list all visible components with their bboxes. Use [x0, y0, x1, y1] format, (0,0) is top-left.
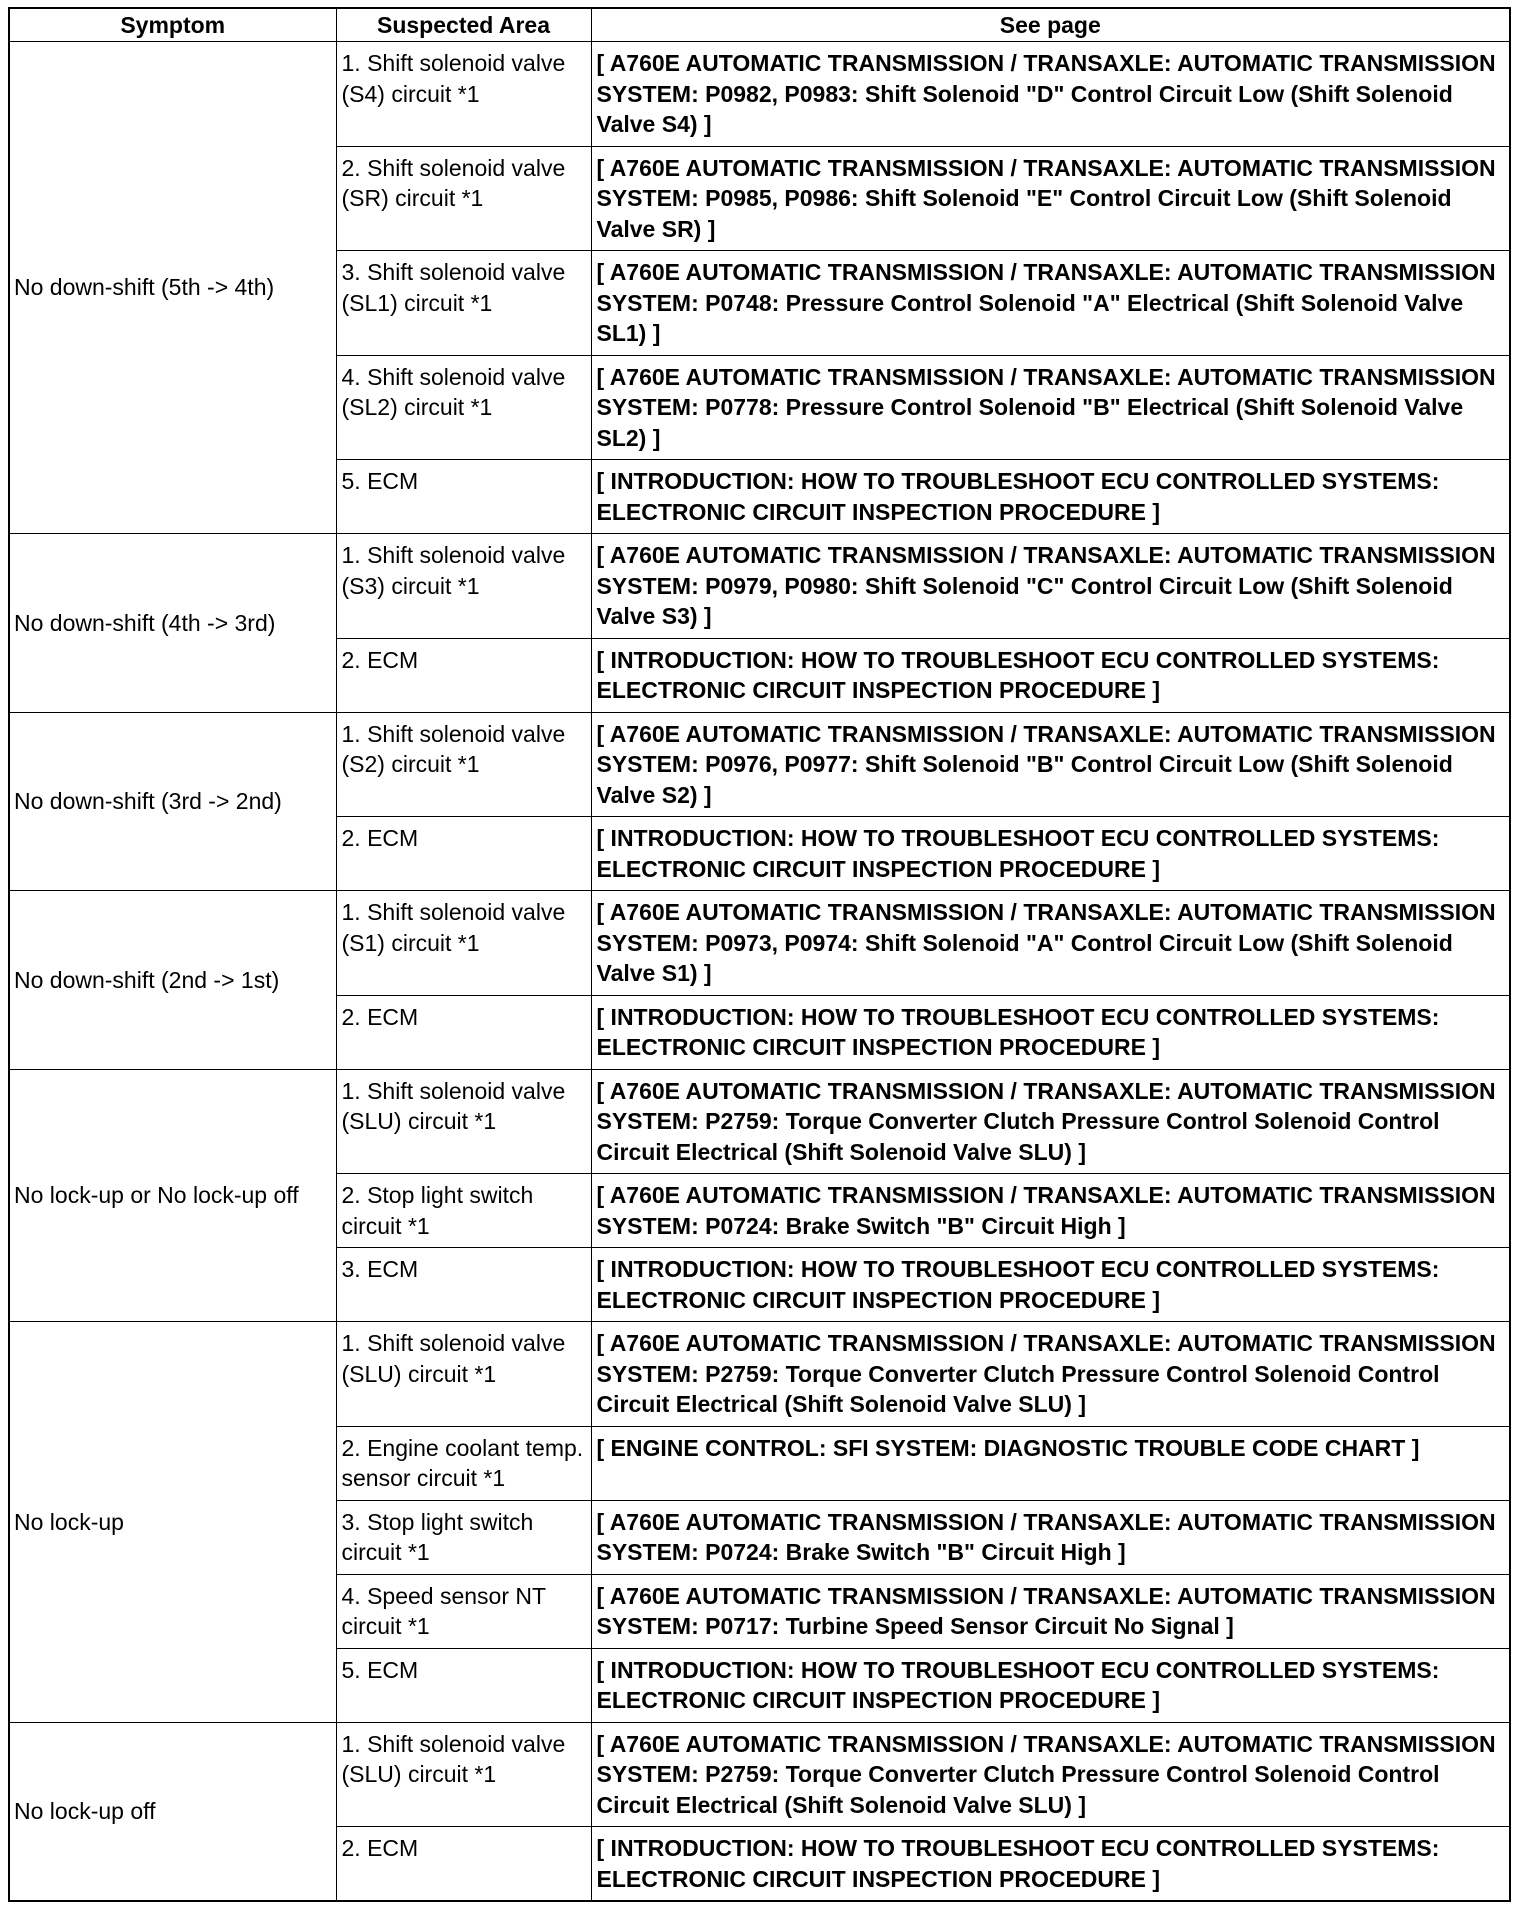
symptom-cell: No down-shift (5th -> 4th) — [9, 42, 336, 534]
header-suspected-area: Suspected Area — [336, 8, 591, 42]
suspected-area-cell: 4. Speed sensor NT circuit *1 — [336, 1574, 591, 1648]
table-row — [9, 1322, 1510, 1427]
symptom-cell: No down-shift (2nd -> 1st) — [9, 891, 336, 1070]
suspected-area-cell: 3. Stop light switch circuit *1 — [336, 1500, 591, 1574]
symptom-cell: No lock-up off — [9, 1722, 336, 1901]
suspected-area-cell: 1. Shift solenoid valve (SLU) circuit *1 — [336, 1069, 591, 1174]
suspected-area-cell: 2. ECM — [336, 817, 591, 891]
suspected-area-cell: 1. Shift solenoid valve (SLU) circuit *1 — [336, 1322, 591, 1427]
suspected-area-cell: 2. ECM — [336, 995, 591, 1069]
see-page-link[interactable]: [ INTRODUCTION: HOW TO TROUBLESHOOT ECU CONTROLLED SYSTEMS: ELECTRONIC CIRCUIT INSPECTION PROCEDURE ] — [591, 817, 1510, 891]
suspected-area-cell: 2. Stop light switch circuit *1 — [336, 1174, 591, 1248]
see-page-link[interactable]: [ A760E AUTOMATIC TRANSMISSION / TRANSAXLE: AUTOMATIC TRANSMISSION SYSTEM: P0717: Turbine Speed Sensor Circuit No Signal ] — [591, 1574, 1510, 1648]
symptom-cell: No down-shift (3rd -> 2nd) — [9, 712, 336, 891]
see-page-link[interactable]: [ INTRODUCTION: HOW TO TROUBLESHOOT ECU CONTROLLED SYSTEMS: ELECTRONIC CIRCUIT INSPECTION PROCEDURE ] — [591, 1648, 1510, 1722]
table-row — [9, 1722, 1510, 1827]
suspected-area-cell: 2. ECM — [336, 638, 591, 712]
table-row — [9, 42, 1510, 147]
see-page-link[interactable]: [ A760E AUTOMATIC TRANSMISSION / TRANSAXLE: AUTOMATIC TRANSMISSION SYSTEM: P2759: Torque Converter Clutch Pressure Control Solenoid Control Circuit Electrical (Shift Solenoid Valve SLU) ] — [591, 1069, 1510, 1174]
see-page-link[interactable]: [ INTRODUCTION: HOW TO TROUBLESHOOT ECU CONTROLLED SYSTEMS: ELECTRONIC CIRCUIT INSPECTION PROCEDURE ] — [591, 638, 1510, 712]
suspected-area-cell: 2. Engine coolant temp. sensor circuit *1 — [336, 1426, 591, 1500]
header-see-page: See page — [591, 8, 1510, 42]
suspected-area-cell: 1. Shift solenoid valve (SLU) circuit *1 — [336, 1722, 591, 1827]
symptom-cell: No lock-up — [9, 1322, 336, 1723]
suspected-area-cell: 1. Shift solenoid valve (S3) circuit *1 — [336, 534, 591, 639]
see-page-link[interactable]: [ A760E AUTOMATIC TRANSMISSION / TRANSAXLE: AUTOMATIC TRANSMISSION SYSTEM: P0724: Brake Switch "B" Circuit High ] — [591, 1174, 1510, 1248]
see-page-link[interactable]: [ A760E AUTOMATIC TRANSMISSION / TRANSAXLE: AUTOMATIC TRANSMISSION SYSTEM: P0979, P0980: Shift Solenoid "C" Control Circuit Low (Shift Solenoid Valve S3) ] — [591, 534, 1510, 639]
see-page-link[interactable]: [ INTRODUCTION: HOW TO TROUBLESHOOT ECU CONTROLLED SYSTEMS: ELECTRONIC CIRCUIT INSPECTION PROCEDURE ] — [591, 1248, 1510, 1322]
see-page-link[interactable]: [ A760E AUTOMATIC TRANSMISSION / TRANSAXLE: AUTOMATIC TRANSMISSION SYSTEM: P2759: Torque Converter Clutch Pressure Control Solenoid Control Circuit Electrical (Shift Solenoid Valve SLU) ] — [591, 1322, 1510, 1427]
see-page-link[interactable]: [ INTRODUCTION: HOW TO TROUBLESHOOT ECU CONTROLLED SYSTEMS: ELECTRONIC CIRCUIT INSPECTION PROCEDURE ] — [591, 1827, 1510, 1902]
table-row — [9, 712, 1510, 817]
see-page-link[interactable]: [ A760E AUTOMATIC TRANSMISSION / TRANSAXLE: AUTOMATIC TRANSMISSION SYSTEM: P0973, P0974: Shift Solenoid "A" Control Circuit Low (Shift Solenoid Valve S1) ] — [591, 891, 1510, 996]
table-row — [9, 891, 1510, 996]
suspected-area-cell: 3. Shift solenoid valve (SL1) circuit *1 — [336, 251, 591, 356]
header-symptom: Symptom — [9, 8, 336, 42]
suspected-area-cell: 2. ECM — [336, 1827, 591, 1902]
symptom-cell: No lock-up or No lock-up off — [9, 1069, 336, 1322]
see-page-link[interactable]: [ INTRODUCTION: HOW TO TROUBLESHOOT ECU CONTROLLED SYSTEMS: ELECTRONIC CIRCUIT INSPECTION PROCEDURE ] — [591, 460, 1510, 534]
see-page-link[interactable]: [ A760E AUTOMATIC TRANSMISSION / TRANSAXLE: AUTOMATIC TRANSMISSION SYSTEM: P0748: Pressure Control Solenoid "A" Electrical (Shift Solenoid Valve SL1) ] — [591, 251, 1510, 356]
suspected-area-cell: 5. ECM — [336, 1648, 591, 1722]
see-page-link[interactable]: [ A760E AUTOMATIC TRANSMISSION / TRANSAXLE: AUTOMATIC TRANSMISSION SYSTEM: P0982, P0983: Shift Solenoid "D" Control Circuit Low (Shift Solenoid Valve S4) ] — [591, 42, 1510, 147]
see-page-link[interactable]: [ A760E AUTOMATIC TRANSMISSION / TRANSAXLE: AUTOMATIC TRANSMISSION SYSTEM: P2759: Torque Converter Clutch Pressure Control Solenoid Control Circuit Electrical (Shift Solenoid Valve SLU) ] — [591, 1722, 1510, 1827]
header-row — [9, 8, 1510, 42]
suspected-area-cell: 3. ECM — [336, 1248, 591, 1322]
see-page-link[interactable]: [ A760E AUTOMATIC TRANSMISSION / TRANSAXLE: AUTOMATIC TRANSMISSION SYSTEM: P0985, P0986: Shift Solenoid "E" Control Circuit Low (Shift Solenoid Valve SR) ] — [591, 146, 1510, 251]
suspected-area-cell: 4. Shift solenoid valve (SL2) circuit *1 — [336, 355, 591, 460]
table-row — [9, 1069, 1510, 1174]
symptom-cell: No down-shift (4th -> 3rd) — [9, 534, 336, 713]
see-page-link[interactable]: [ ENGINE CONTROL: SFI SYSTEM: DIAGNOSTIC TROUBLE CODE CHART ] — [591, 1426, 1510, 1500]
suspected-area-cell: 1. Shift solenoid valve (S4) circuit *1 — [336, 42, 591, 147]
suspected-area-cell: 2. Shift solenoid valve (SR) circuit *1 — [336, 146, 591, 251]
suspected-area-cell: 1. Shift solenoid valve (S1) circuit *1 — [336, 891, 591, 996]
table-row — [9, 534, 1510, 639]
suspected-area-cell: 1. Shift solenoid valve (S2) circuit *1 — [336, 712, 591, 817]
see-page-link[interactable]: [ A760E AUTOMATIC TRANSMISSION / TRANSAXLE: AUTOMATIC TRANSMISSION SYSTEM: P0724: Brake Switch "B" Circuit High ] — [591, 1500, 1510, 1574]
see-page-link[interactable]: [ A760E AUTOMATIC TRANSMISSION / TRANSAXLE: AUTOMATIC TRANSMISSION SYSTEM: P0778: Pressure Control Solenoid "B" Electrical (Shift Solenoid Valve SL2) ] — [591, 355, 1510, 460]
see-page-link[interactable]: [ A760E AUTOMATIC TRANSMISSION / TRANSAXLE: AUTOMATIC TRANSMISSION SYSTEM: P0976, P0977: Shift Solenoid "B" Control Circuit Low (Shift Solenoid Valve S2) ] — [591, 712, 1510, 817]
see-page-link[interactable]: [ INTRODUCTION: HOW TO TROUBLESHOOT ECU CONTROLLED SYSTEMS: ELECTRONIC CIRCUIT INSPECTION PROCEDURE ] — [591, 995, 1510, 1069]
table-body — [9, 42, 1510, 1902]
suspected-area-cell: 5. ECM — [336, 460, 591, 534]
symptom-table — [8, 7, 1511, 1902]
